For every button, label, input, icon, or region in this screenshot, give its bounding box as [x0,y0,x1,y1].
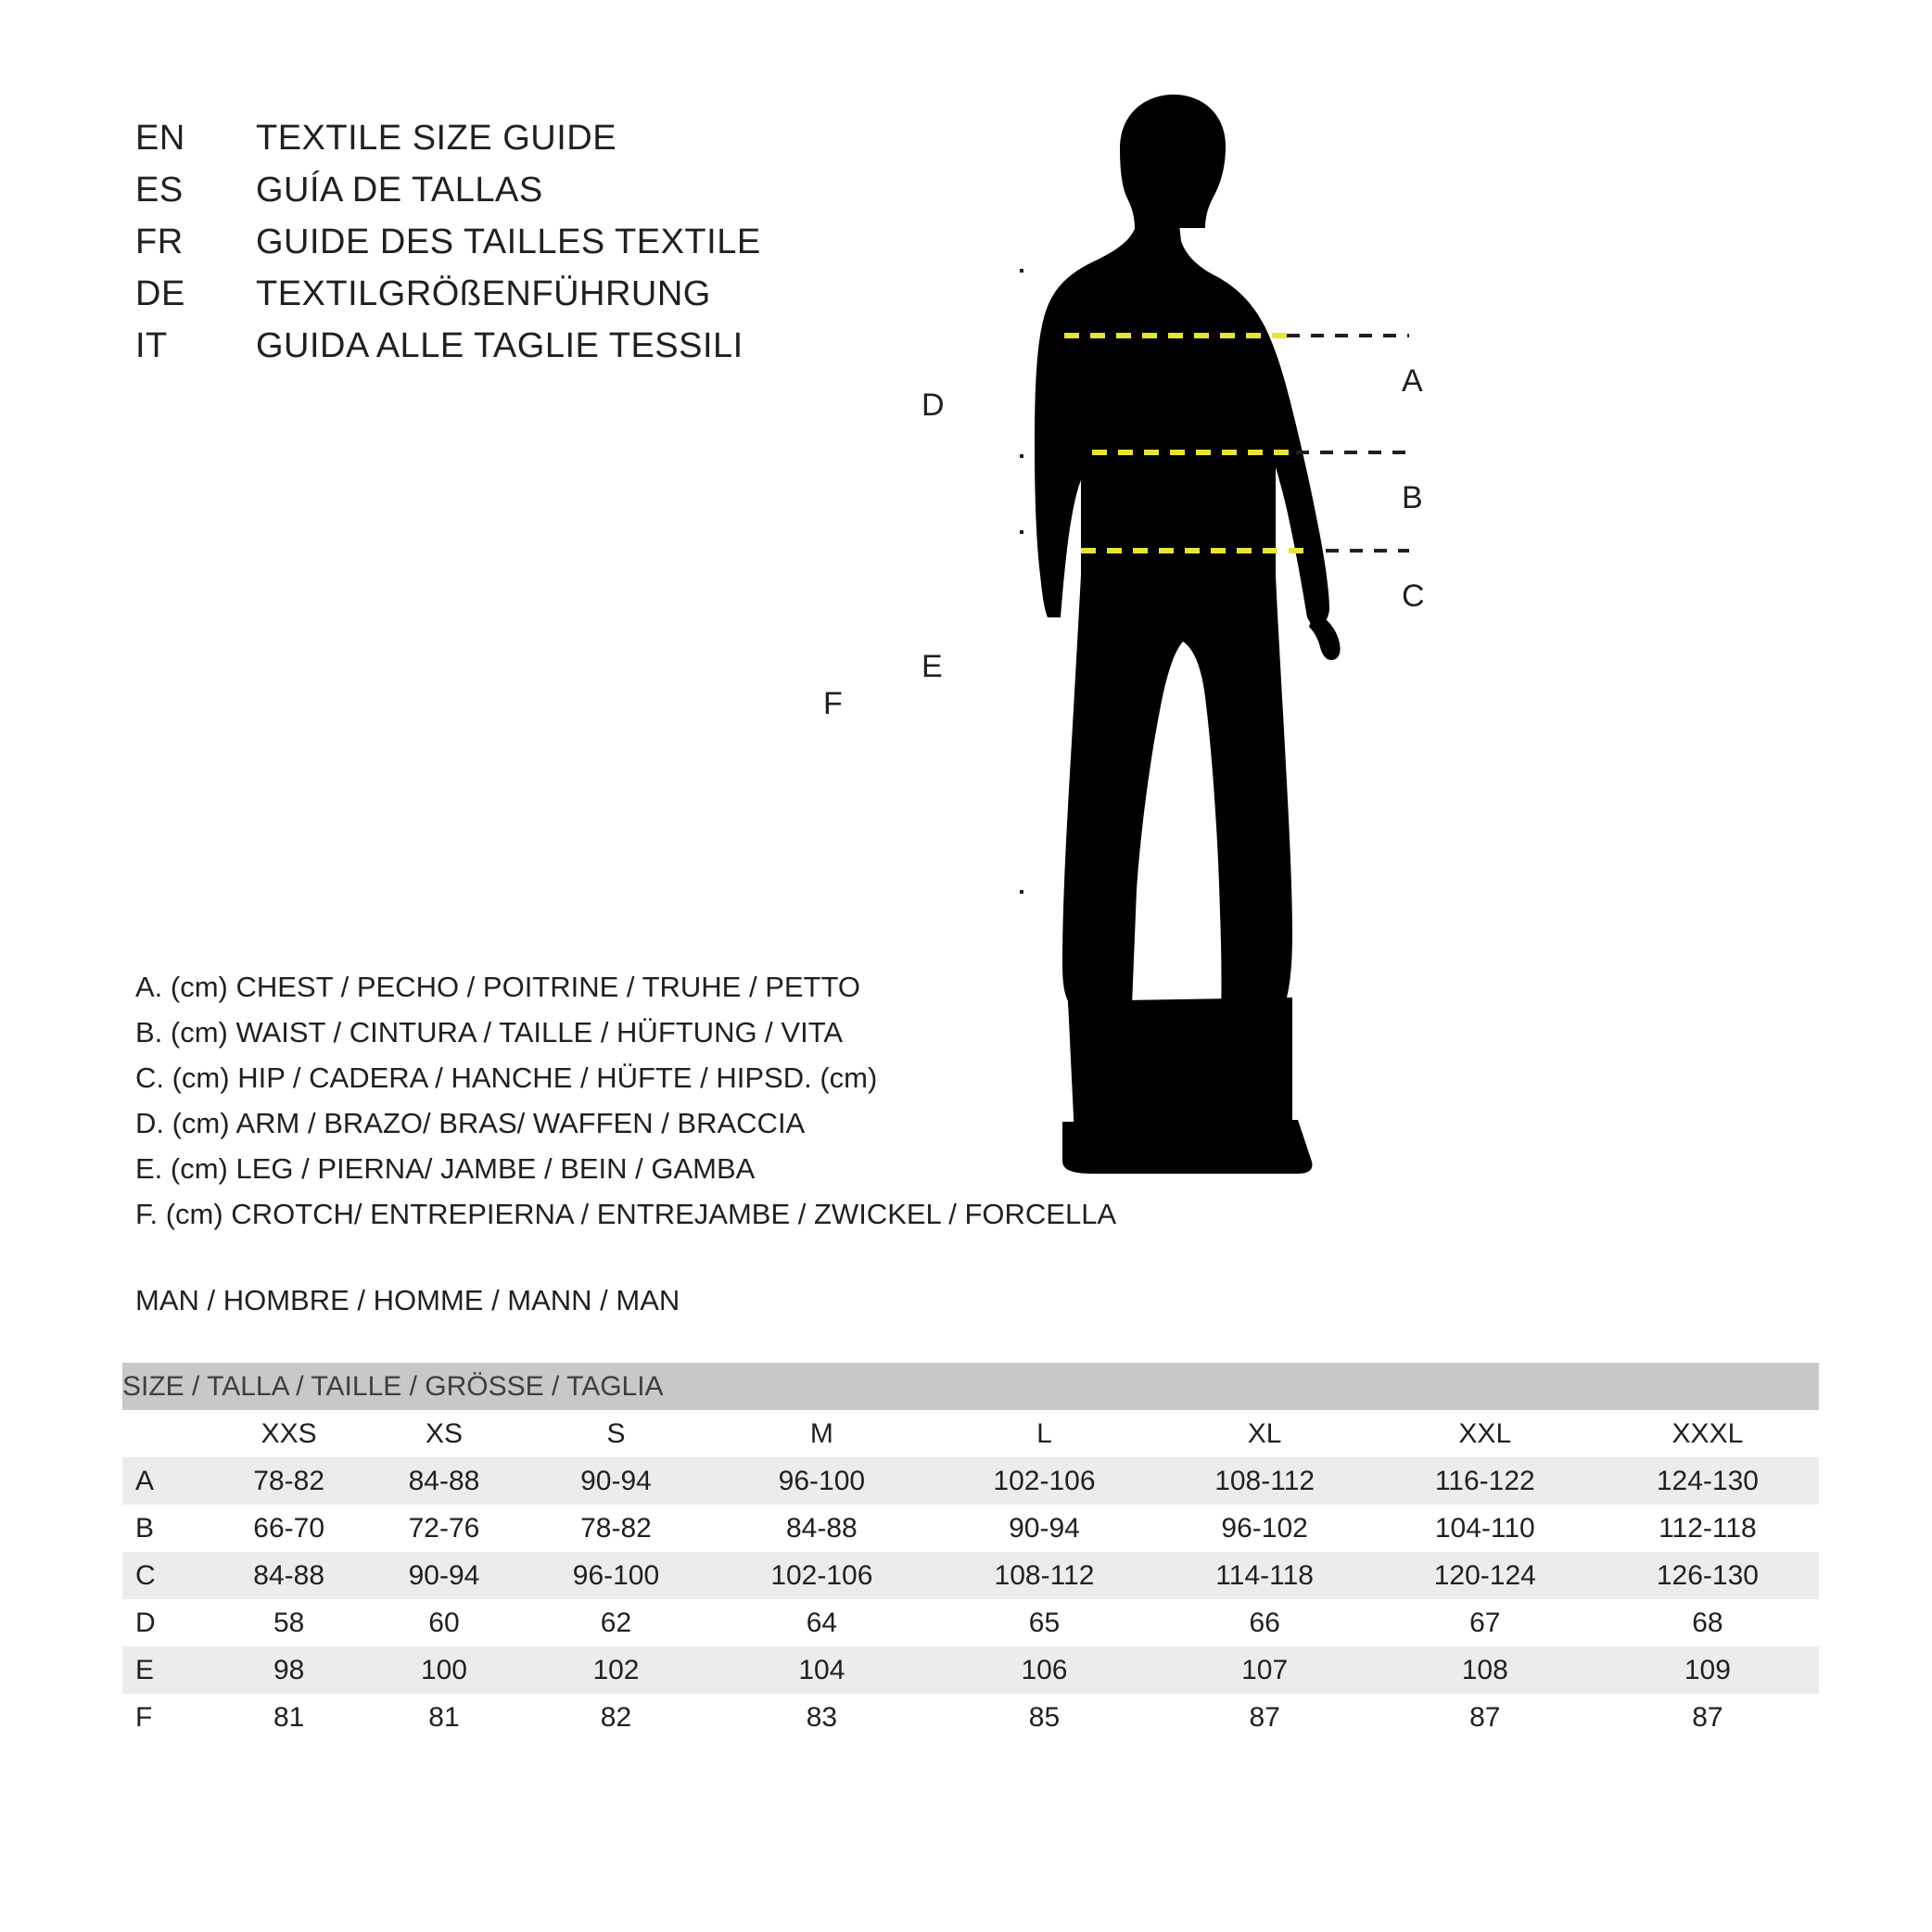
title-lang-it: IT [135,326,168,365]
title-lang-fr: FR [135,222,184,261]
table-row [122,1457,1819,1505]
title-lang-en: EN [135,119,185,158]
table-sizes-row [122,1410,1819,1457]
title-text-es: GUÍA DE TALLAS [256,171,543,210]
title-row-de [135,274,761,326]
cell-f-xs: 81 [366,1694,521,1741]
body-diagram [823,93,1854,1224]
table-row [122,1646,1819,1694]
measurement-legend [135,964,1116,1237]
title-text-it: GUIDA ALLE TAGLIE TESSILI [256,326,744,365]
table-row [122,1552,1819,1599]
man-silhouette [1035,95,1341,1174]
cell-e-m: 104 [710,1646,933,1694]
cell-c-l: 108-112 [933,1552,1155,1599]
cell-a-m: 96-100 [710,1457,933,1505]
callout-label-c: C [1402,578,1425,614]
cell-d-l: 65 [933,1599,1155,1646]
cell-a-xxl: 116-122 [1374,1457,1596,1505]
cell-c-xxs: 84-88 [211,1552,366,1599]
sizes-row-corner [122,1410,211,1457]
dimension-label-d: D [922,388,945,423]
cell-f-xl: 87 [1156,1694,1374,1741]
size-col-3: M [710,1410,933,1457]
cell-f-l: 85 [933,1694,1155,1741]
cell-b-xxl: 104-110 [1374,1505,1596,1552]
cell-d-xs: 60 [366,1599,521,1646]
size-col-2: S [522,1410,711,1457]
cell-a-xl: 108-112 [1156,1457,1374,1505]
cell-d-xxxl: 68 [1596,1599,1819,1646]
cell-b-s: 78-82 [522,1505,711,1552]
cell-b-xxxl: 112-118 [1596,1505,1819,1552]
cell-f-xxl: 87 [1374,1694,1596,1741]
row-label-c: C [122,1552,211,1599]
legend-item-b: B. (cm) WAIST / CINTURA / TAILLE / HÜFTUNG / VITA [135,1016,844,1049]
cell-a-s: 90-94 [522,1457,711,1505]
cell-a-xs: 84-88 [366,1457,521,1505]
cell-e-xxxl: 109 [1596,1646,1819,1694]
cell-d-s: 62 [522,1599,711,1646]
cell-d-xl: 66 [1156,1599,1374,1646]
title-text-de: TEXTILGRÖßENFÜHRUNG [256,274,711,313]
cell-e-xxl: 108 [1374,1646,1596,1694]
cell-a-xxxl: 124-130 [1596,1457,1819,1505]
size-table-wrap [122,1363,1819,1741]
table-row [122,1599,1819,1646]
legend-item-f: F. (cm) CROTCH/ ENTREPIERNA / ENTREJAMBE / ZWICKEL / FORCELLA [135,1198,1117,1230]
title-block [135,119,761,378]
cell-e-xl: 107 [1156,1646,1374,1694]
cell-e-xs: 100 [366,1646,521,1694]
callout-label-a: A [1402,363,1423,399]
cell-b-l: 90-94 [933,1505,1155,1552]
dimension-bars [1020,271,1023,936]
cell-d-xxl: 67 [1374,1599,1596,1646]
legend-item-d: D. (cm) ARM / BRAZO/ BRAS/ WAFFEN / BRACCIA [135,1107,806,1139]
size-col-7: XXXL [1596,1410,1819,1457]
title-lang-es: ES [135,171,184,210]
cell-b-xs: 72-76 [366,1505,521,1552]
title-row-es [135,171,761,222]
callout-label-b: B [1402,480,1423,515]
title-row-fr [135,222,761,274]
row-label-b: B [122,1505,211,1552]
cell-c-s: 96-100 [522,1552,711,1599]
legend-item-e: E. (cm) LEG / PIERNA/ JAMBE / BEIN / GAMBA [135,1152,756,1185]
legend-item-c: C. (cm) HIP / CADERA / HANCHE / HÜFTE / HIPSD. (cm) [135,1061,878,1094]
cell-d-xxs: 58 [211,1599,366,1646]
dimension-label-f: F [823,686,843,721]
legend-item-a: A. (cm) CHEST / PECHO / POITRINE / TRUHE / PETTO [135,971,860,1003]
cell-f-s: 82 [522,1694,711,1741]
cell-f-m: 83 [710,1694,933,1741]
dimension-label-e: E [922,649,943,684]
cell-b-xxs: 66-70 [211,1505,366,1552]
title-text-fr: GUIDE DES TAILLES TEXTILE [256,222,761,261]
size-col-1: XS [366,1410,521,1457]
cell-e-l: 106 [933,1646,1155,1694]
table-row [122,1505,1819,1552]
row-label-f: F [122,1694,211,1741]
cell-a-l: 102-106 [933,1457,1155,1505]
table-row [122,1694,1819,1741]
row-label-e: E [122,1646,211,1694]
title-lang-de: DE [135,274,185,313]
title-text-en: TEXTILE SIZE GUIDE [256,119,617,158]
cell-a-xxs: 78-82 [211,1457,366,1505]
cell-c-xs: 90-94 [366,1552,521,1599]
cell-b-m: 84-88 [710,1505,933,1552]
title-row-it [135,326,761,378]
cell-e-s: 102 [522,1646,711,1694]
cell-e-xxs: 98 [211,1646,366,1694]
cell-b-xl: 96-102 [1156,1505,1374,1552]
cell-f-xxs: 81 [211,1694,366,1741]
table-header-band [122,1363,1819,1410]
size-header-label: SIZE / TALLA / TAILLE / GRÖSSE / TAGLIA [122,1363,1819,1410]
cell-c-xl: 114-118 [1156,1552,1374,1599]
size-col-6: XXL [1374,1410,1596,1457]
cell-f-xxxl: 87 [1596,1694,1819,1741]
row-label-d: D [122,1599,211,1646]
size-col-5: XL [1156,1410,1374,1457]
title-row-en [135,119,761,171]
size-col-4: L [933,1410,1155,1457]
gender-label: MAN / HOMBRE / HOMME / MANN / MAN [135,1284,680,1316]
size-table [122,1363,1819,1741]
cell-d-m: 64 [710,1599,933,1646]
cell-c-m: 102-106 [710,1552,933,1599]
size-col-0: XXS [211,1410,366,1457]
cell-c-xxl: 120-124 [1374,1552,1596,1599]
cell-c-xxxl: 126-130 [1596,1552,1819,1599]
row-label-a: A [122,1457,211,1505]
